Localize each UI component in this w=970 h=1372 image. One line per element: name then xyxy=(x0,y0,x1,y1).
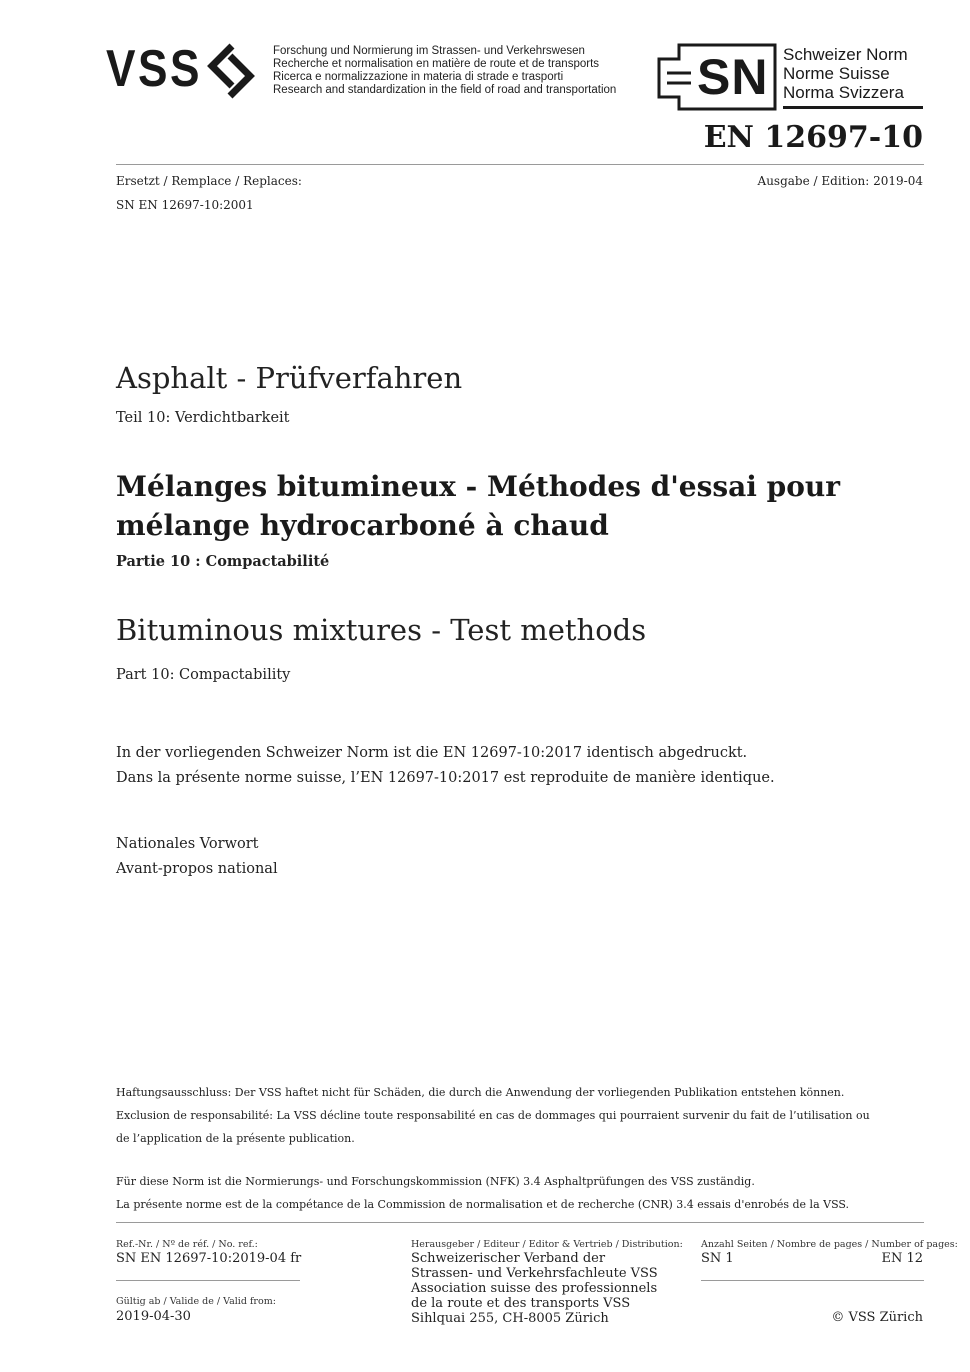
sn-logo xyxy=(657,43,777,111)
copyright: © VSS Zürich xyxy=(831,1310,923,1325)
publisher-line: Strassen- und Verkehrsfachleute VSS xyxy=(411,1266,658,1281)
sn-name-it: Norma Svizzera xyxy=(783,83,904,102)
title-fr-line2: mélange hydrocarboné à chaud xyxy=(116,509,609,542)
vss-chevron-icon xyxy=(202,42,262,100)
subtitle-fr: Partie 10 : Compactabilité xyxy=(116,553,330,570)
title-de: Asphalt - Prüfverfahren xyxy=(116,361,463,395)
pages-sn: SN 1 xyxy=(701,1251,734,1266)
vss-logo-text: VSS xyxy=(106,40,203,98)
disclaimer-line1: Haftungsausschluss: Der VSS haftet nicht für Schäden, die durch die Anwendung der vorliegenden Publikation entstehen können. xyxy=(116,1086,845,1099)
commission-statement xyxy=(116,1170,849,1216)
pages-label: Anzahl Seiten / Nombre de pages / Number of pages: xyxy=(701,1239,958,1250)
sn-name-fr: Norme Suisse xyxy=(783,64,890,83)
valid-value: 2019-04-30 xyxy=(116,1309,191,1324)
publisher-line: Association suisse des professionnels xyxy=(411,1281,658,1296)
national-foreword-de: Nationales Vorwort xyxy=(116,836,259,852)
vss-tagline-fr: Recherche et normalisation en matière de route et de transports xyxy=(273,58,600,70)
publisher-address xyxy=(411,1251,658,1326)
ref-value: SN EN 12697-10:2019-04 fr xyxy=(116,1251,302,1266)
title-fr xyxy=(116,467,840,545)
vss-tagline-it: Ricerca e normalizzazione in materia di strade e trasporti xyxy=(273,71,564,83)
title-en: Bituminous mixtures - Test methods xyxy=(116,613,647,647)
identical-statement-fr: Dans la présente norme suisse, l’EN 12697-10:2017 est reproduite de manière identique. xyxy=(116,770,775,786)
edition: Ausgabe / Edition: 2019-04 xyxy=(757,174,923,188)
subtitle-de: Teil 10: Verdichtbarkeit xyxy=(116,410,290,426)
title-fr-line1: Mélanges bitumineux - Méthodes d'essai pour xyxy=(116,470,841,503)
publisher-line: Schweizerischer Verband der xyxy=(411,1251,606,1266)
subtitle-en: Part 10: Compactability xyxy=(116,667,291,683)
national-foreword-fr: Avant-propos national xyxy=(116,861,278,877)
ref-divider xyxy=(116,1280,300,1281)
sn-logo-text: SN xyxy=(697,49,769,105)
pages-en: EN 12 xyxy=(881,1251,923,1266)
publisher-label: Herausgeber / Editeur / Editor & Vertrieb / Distribution: xyxy=(411,1239,683,1250)
header-divider xyxy=(116,164,924,165)
disclaimer-line3: de l’application de la présente publication. xyxy=(116,1132,355,1145)
commission-de: Für diese Norm ist die Normierungs- und Forschungskommission (NFK) 3.4 Asphaltprüfungen des VSS zuständig. xyxy=(116,1175,755,1188)
disclaimer xyxy=(116,1081,870,1150)
pages-divider xyxy=(701,1280,924,1281)
sn-name-de: Schweizer Norm xyxy=(783,45,908,64)
vss-logo xyxy=(106,42,264,100)
publisher-line: de la route et des transports VSS xyxy=(411,1296,631,1311)
replaces-label: Ersetzt / Remplace / Replaces: xyxy=(116,174,302,188)
identical-statement-de: In der vorliegenden Schweizer Norm ist die EN 12697-10:2017 identisch abgedruckt. xyxy=(116,745,748,761)
vss-tagline-en: Research and standardization in the field of road and transportation xyxy=(273,84,617,96)
replaces-value: SN EN 12697-10:2001 xyxy=(116,198,254,212)
standard-number: EN 12697-10 xyxy=(703,120,923,155)
ref-label: Ref.-Nr. / Nº de réf. / No. ref.: xyxy=(116,1239,258,1250)
publisher-line: Sihlquai 255, CH-8005 Zürich xyxy=(411,1311,609,1326)
sn-name xyxy=(783,45,908,102)
commission-fr: La présente norme est de la compétance de la Commission de normalisation et de recherche (CNR) 3.4 essais d'enrobés de la VSS. xyxy=(116,1198,850,1211)
national-foreword xyxy=(116,832,278,882)
sn-name-underline xyxy=(783,106,923,109)
vss-tagline xyxy=(273,45,616,97)
disclaimer-line2: Exclusion de responsabilité: La VSS décline toute responsabilité en cas de dommages qui pourraient survenir du fait de l’utilisation ou xyxy=(116,1109,870,1122)
valid-label: Gültig ab / Valide de / Valid from: xyxy=(116,1296,276,1307)
footer-divider xyxy=(116,1222,924,1223)
identical-statement xyxy=(116,741,775,791)
vss-tagline-de: Forschung und Normierung im Strassen- und Verkehrswesen xyxy=(273,45,585,57)
